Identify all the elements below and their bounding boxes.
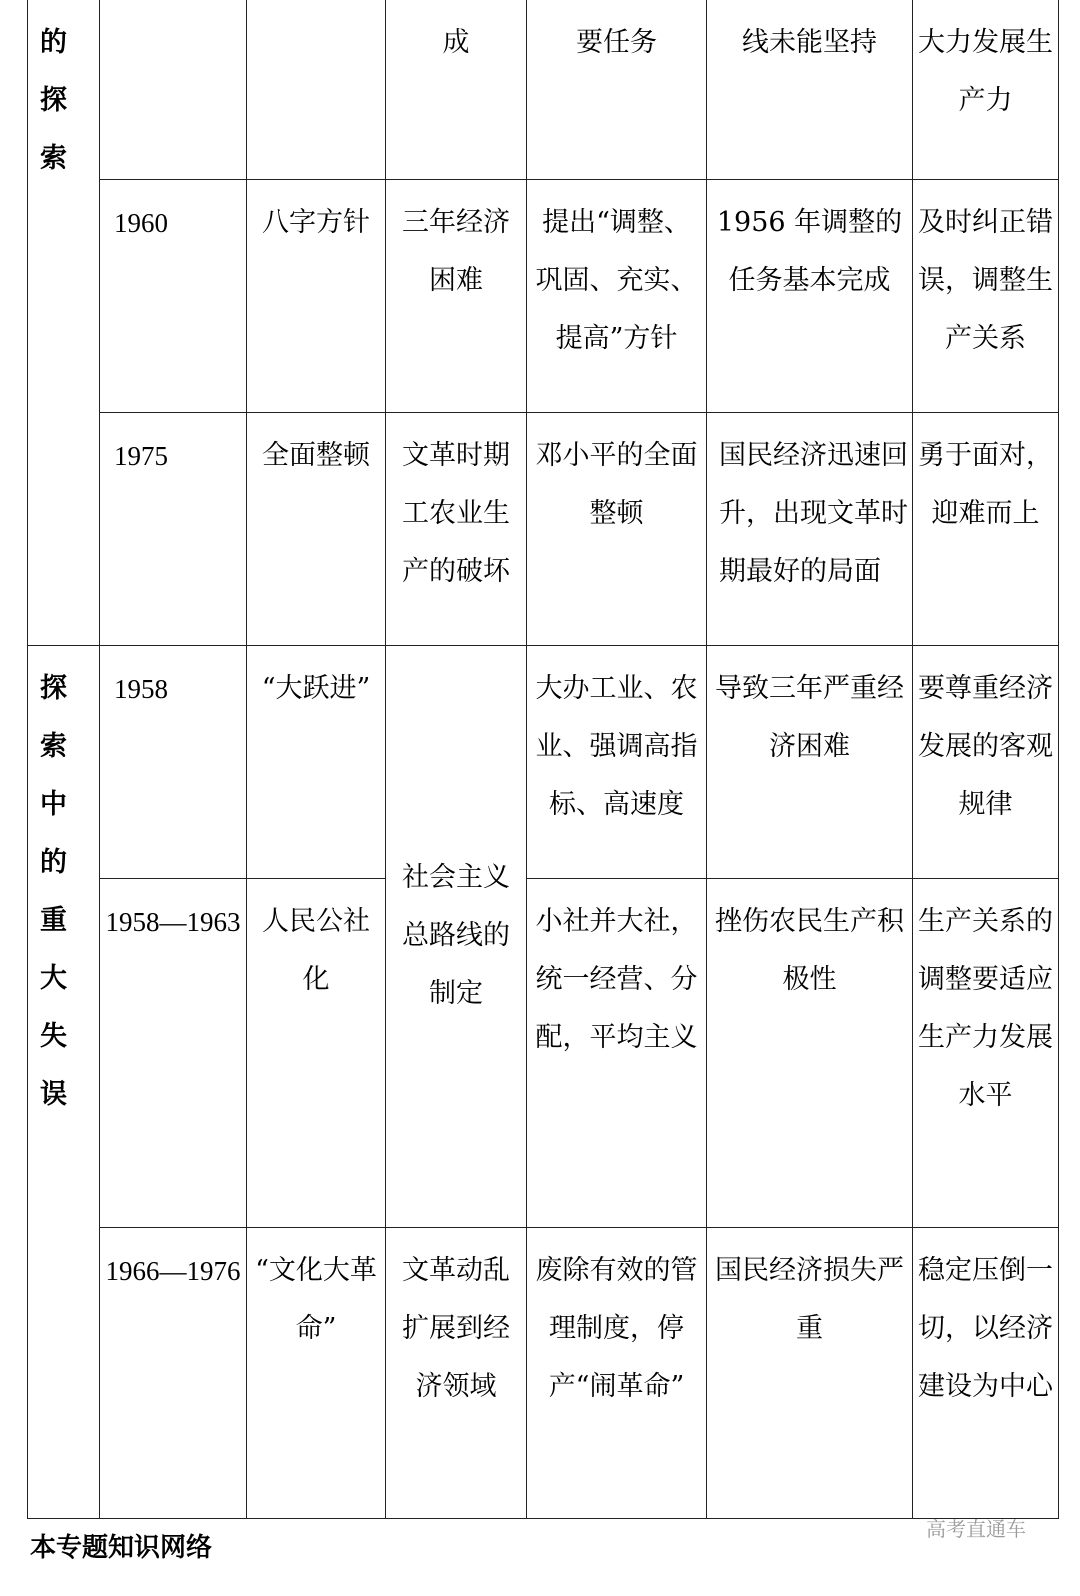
section-heading: 本专题知识网络 — [30, 1533, 213, 1563]
content-cell: 大办工业、农业、强调高指标、高速度 — [527, 645, 707, 878]
year-cell: 1958—1963 — [100, 878, 247, 1227]
lesson-cell: 勇于面对，迎难而上 — [913, 412, 1059, 645]
history-table — [27, 0, 1059, 1519]
content-cell: 提出“调整、巩固、充实、提高”方针 — [527, 179, 707, 412]
content-cell: 废除有效的管理制度，停产“闹革命” — [527, 1227, 707, 1518]
lesson-cell: 及时纠正错误，调整生产关系 — [913, 179, 1059, 412]
result-cell: 线未能坚持 — [707, 0, 913, 179]
year-cell: 1960 — [100, 179, 247, 412]
table-row — [28, 645, 1059, 878]
lesson-cell: 要尊重经济发展的客观规律 — [913, 645, 1059, 878]
content-cell: 邓小平的全面整顿 — [527, 412, 707, 645]
result-cell: 1956 年调整的任务基本完成 — [707, 179, 913, 412]
year-cell: 1975 — [100, 412, 247, 645]
year-cell — [100, 0, 247, 179]
year-cell: 1966—1976 — [100, 1227, 247, 1518]
content-cell: 小社并大社，统一经营、分配，平均主义 — [527, 878, 707, 1227]
background-cell: 文革时期工农业生产的破坏 — [386, 412, 527, 645]
event-cell: “大跃进” — [247, 645, 386, 878]
table-row — [28, 412, 1059, 645]
result-cell: 导致三年严重经济困难 — [707, 645, 913, 878]
event-cell: “文化大革命” — [247, 1227, 386, 1518]
event-cell: 八字方针 — [247, 179, 386, 412]
table-row — [28, 0, 1059, 179]
background-cell-shared: 社会主义总路线的制定 — [386, 645, 527, 1227]
category-cell-exploration: 的探索 — [28, 0, 100, 645]
year-cell: 1958 — [100, 645, 247, 878]
result-cell: 国民经济迅速回升，出现文革时期最好的局面 — [707, 412, 913, 645]
event-cell: 全面整顿 — [247, 412, 386, 645]
background-cell: 成 — [386, 0, 527, 179]
table-row — [28, 1227, 1059, 1518]
event-cell — [247, 0, 386, 179]
lesson-cell: 稳定压倒一切，以经济建设为中心 — [913, 1227, 1059, 1518]
lesson-cell: 大力发展生产力 — [913, 0, 1059, 179]
result-cell: 国民经济损失严重 — [707, 1227, 913, 1518]
background-cell: 三年经济困难 — [386, 179, 527, 412]
watermark: 高考直通车 — [926, 1517, 1026, 1541]
event-cell: 人民公社化 — [247, 878, 386, 1227]
table-row — [28, 179, 1059, 412]
result-cell: 挫伤农民生产积极性 — [707, 878, 913, 1227]
category-cell-major-mistakes: 探索中的重大失误 — [28, 645, 100, 1518]
content-cell: 要任务 — [527, 0, 707, 179]
table-row — [28, 878, 1059, 1227]
lesson-cell: 生产关系的调整要适应生产力发展水平 — [913, 878, 1059, 1227]
background-cell: 文革动乱扩展到经济领域 — [386, 1227, 527, 1518]
